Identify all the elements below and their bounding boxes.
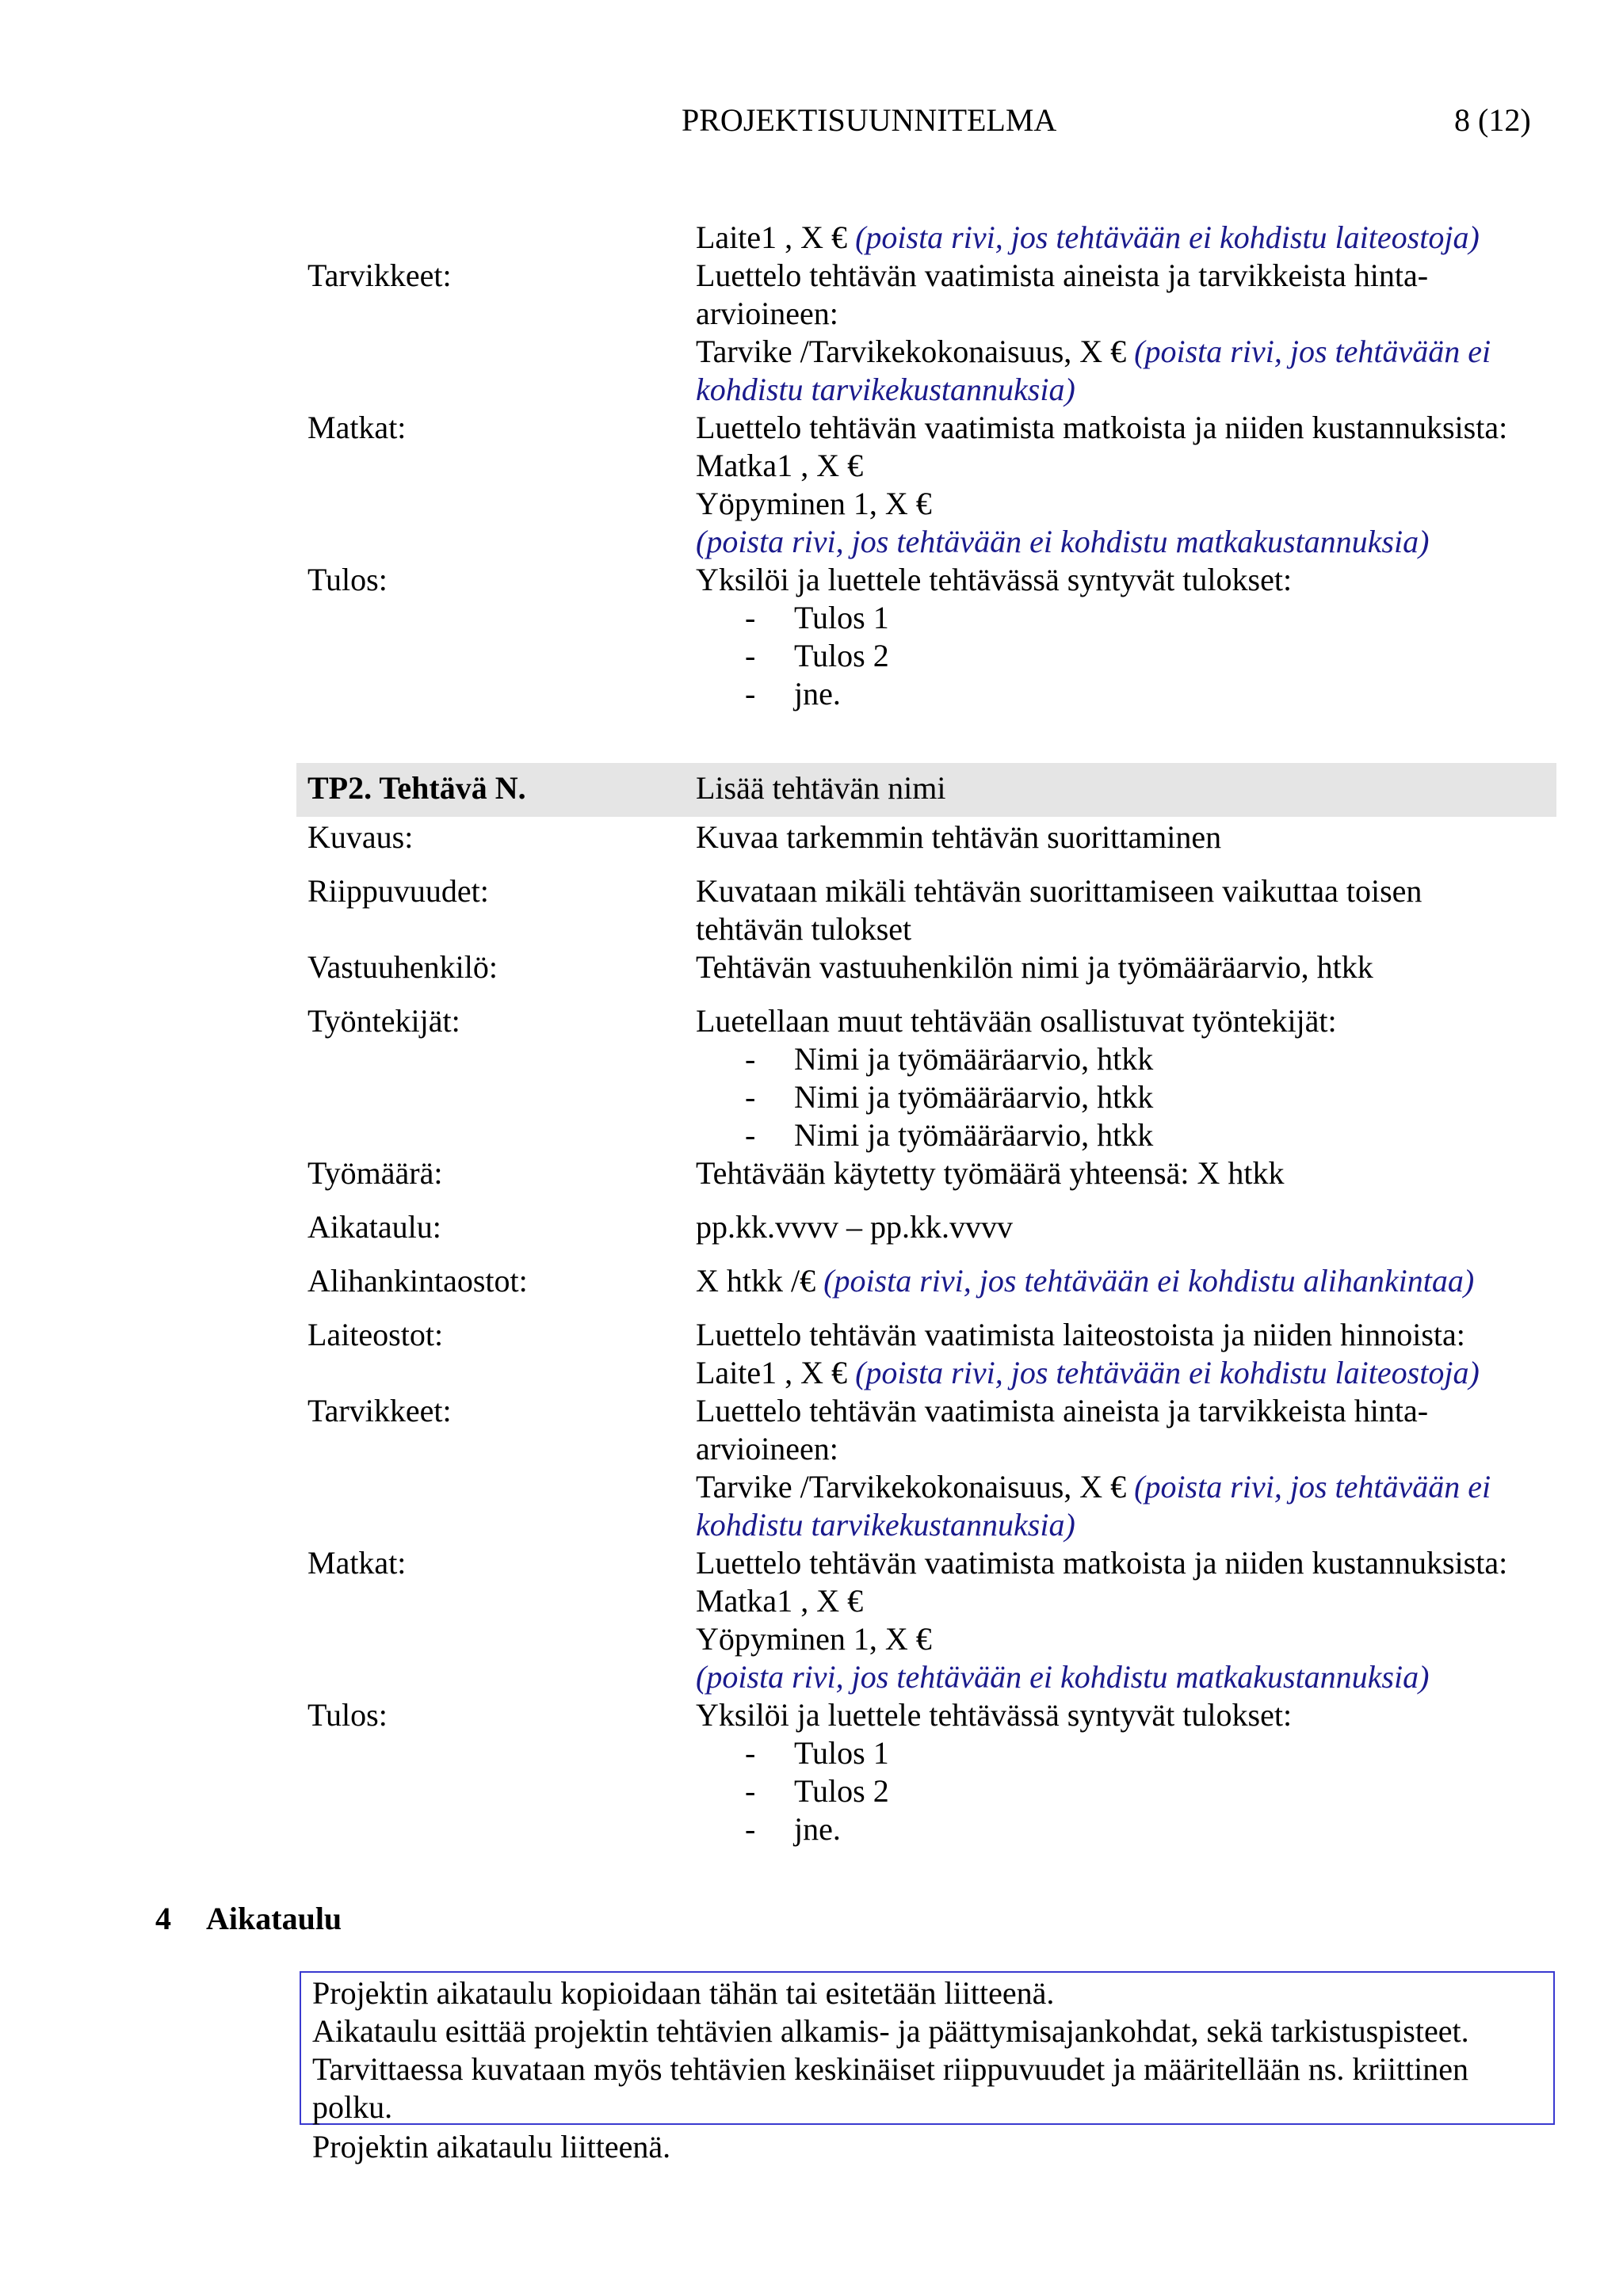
tulos-label: Tulos: [307,1697,388,1733]
tarvike-note-cont: kohdistu tarvikekustannuksia) [696,372,1075,407]
bullet-dash: - [745,1079,756,1115]
bullet-dash: - [745,676,756,711]
tulos-item: Tulos 2 [794,1773,889,1809]
tulos-item: Tulos 1 [794,1735,889,1771]
riippuvuudet-label: Riippuvuudet: [307,873,489,909]
section-number: 4 [155,1901,171,1936]
tarvike-value: Tarvike /Tarvikekokonaisuus, X € [696,1469,1135,1505]
box-line: Aikataulu esittää projektin tehtävien alkamis- ja päättymisajankohdat, sekä tarkistuspisteet. [312,2013,1469,2049]
bullet-dash: - [745,1811,756,1847]
tarvikkeet-line1: Luettelo tehtävän vaatimista aineista ja tarvikkeista hinta- [696,1393,1429,1428]
matka-item: Matka1 , X € [696,448,864,483]
tyomaara-value: Tehtävään käytetty työmäärä yhteensä: X htkk [696,1155,1285,1191]
riippuvuudet-line2: tehtävän tulokset [696,911,912,947]
tulos-item: Tulos 2 [794,638,889,673]
alihankinta-value: X htkk /€ [696,1263,824,1299]
laiteostot-line1: Luettelo tehtävän vaatimista laiteostoista ja niiden hinnoista: [696,1317,1465,1352]
task-header-row [296,763,1556,817]
matkat-label: Matkat: [307,410,407,445]
vastuu-label: Vastuuhenkilö: [307,949,498,985]
tyontekija-item: Nimi ja työmääräarvio, htkk [794,1041,1154,1077]
tulos-item: jne. [794,676,841,711]
laite-note: (poista rivi, jos tehtävään ei kohdistu laiteostoja) [855,219,1480,255]
matkat-note: (poista rivi, jos tehtävään ei kohdistu matkakustannuksia) [696,524,1430,559]
tarvike-note-cont: kohdistu tarvikekustannuksia) [696,1507,1075,1543]
tarvike-note: (poista rivi, jos tehtävään ei [1134,334,1491,369]
tarvikkeet-label: Tarvikkeet: [307,1393,452,1428]
tarvikkeet-line2: arvioineen: [696,1431,838,1466]
tarvikkeet-label: Tarvikkeet: [307,257,452,293]
bullet-dash: - [745,638,756,673]
tyontekija-item: Nimi ja työmääräarvio, htkk [794,1117,1154,1153]
tarvikkeet-line1: Luettelo tehtävän vaatimista aineista ja tarvikkeista hinta- [696,257,1429,293]
kuvaus-value: Kuvaa tarkemmin tehtävän suorittaminen [696,819,1222,855]
laiteostot-label: Laiteostot: [307,1317,444,1352]
yopyminen-item: Yöpyminen 1, X € [696,1621,932,1657]
bullet-dash: - [745,1773,756,1809]
alihankinta-note: (poista rivi, jos tehtävään ei kohdistu alihankintaa) [823,1263,1475,1299]
tarvikkeet-line2: arvioineen: [696,296,838,331]
matkat-line1: Luettelo tehtävän vaatimista matkoista ja niiden kustannuksista: [696,1545,1508,1581]
task-name: Lisää tehtävän nimi [696,770,946,806]
riippuvuudet-line1: Kuvataan mikäli tehtävän suorittamiseen vaikuttaa toisen [696,873,1423,909]
tyontekija-item: Nimi ja työmääräarvio, htkk [794,1079,1154,1115]
vastuu-value: Tehtävän vastuuhenkilön nimi ja työmääräarvio, htkk [696,949,1373,985]
laite-value: Laite1 , X € [696,1355,856,1390]
schedule-appendix-text: Projektin aikataulu liitteenä. [312,2129,671,2164]
alihankinta-line [696,1262,1474,1300]
laite-value: Laite1 , X € [696,219,856,255]
matkat-label: Matkat: [307,1545,407,1581]
matka-item: Matka1 , X € [696,1583,864,1619]
bullet-dash: - [745,1041,756,1077]
matkat-line1: Luettelo tehtävän vaatimista matkoista ja niiden kustannuksista: [696,410,1508,445]
aikataulu-value: pp.kk.vvvv – pp.kk.vvvv [696,1209,1013,1245]
laite-line [696,1354,1480,1392]
tyontekijat-line1: Luetellaan muut tehtävään osallistuvat työntekijät: [696,1003,1337,1039]
laite-line [696,219,1480,257]
bullet-dash: - [745,1735,756,1771]
tulos-line1: Yksilöi ja luettele tehtävässä syntyvät tulokset: [696,562,1293,597]
box-line: Tarvittaessa kuvataan myös tehtävien keskinäiset riippuvuudet ja määritellään ns. kriittinen [312,2051,1468,2087]
tarvike-line [696,333,1491,371]
kuvaus-label: Kuvaus: [307,819,414,855]
box-line: polku. [312,2089,393,2125]
matkat-note: (poista rivi, jos tehtävään ei kohdistu matkakustannuksia) [696,1659,1430,1695]
alihankinta-label: Alihankintaostot: [307,1263,528,1299]
tulos-label: Tulos: [307,562,388,597]
document-title: PROJEKTISUUNNITELMA [682,102,1057,138]
tulos-item: jne. [794,1811,841,1847]
tulos-item: Tulos 1 [794,600,889,635]
tarvike-note: (poista rivi, jos tehtävään ei [1134,1469,1491,1505]
tarvike-value: Tarvike /Tarvikekokonaisuus, X € [696,334,1135,369]
yopyminen-item: Yöpyminen 1, X € [696,486,932,521]
tyontekijat-label: Työntekijät: [307,1003,460,1039]
tarvike-line [696,1468,1491,1506]
tyomaara-label: Työmäärä: [307,1155,443,1191]
tulos-line1: Yksilöi ja luettele tehtävässä syntyvät tulokset: [696,1697,1293,1733]
bullet-dash: - [745,1117,756,1153]
box-line: Projektin aikataulu kopioidaan tähän tai esitetään liitteenä. [312,1975,1055,2011]
task-title: TP2. Tehtävä N. [307,770,526,806]
aikataulu-label: Aikataulu: [307,1209,441,1245]
bullet-dash: - [745,600,756,635]
page-number: 8 (12) [1454,102,1531,138]
laite-note: (poista rivi, jos tehtävään ei kohdistu laiteostoja) [855,1355,1480,1390]
section-title: Aikataulu [206,1901,342,1936]
